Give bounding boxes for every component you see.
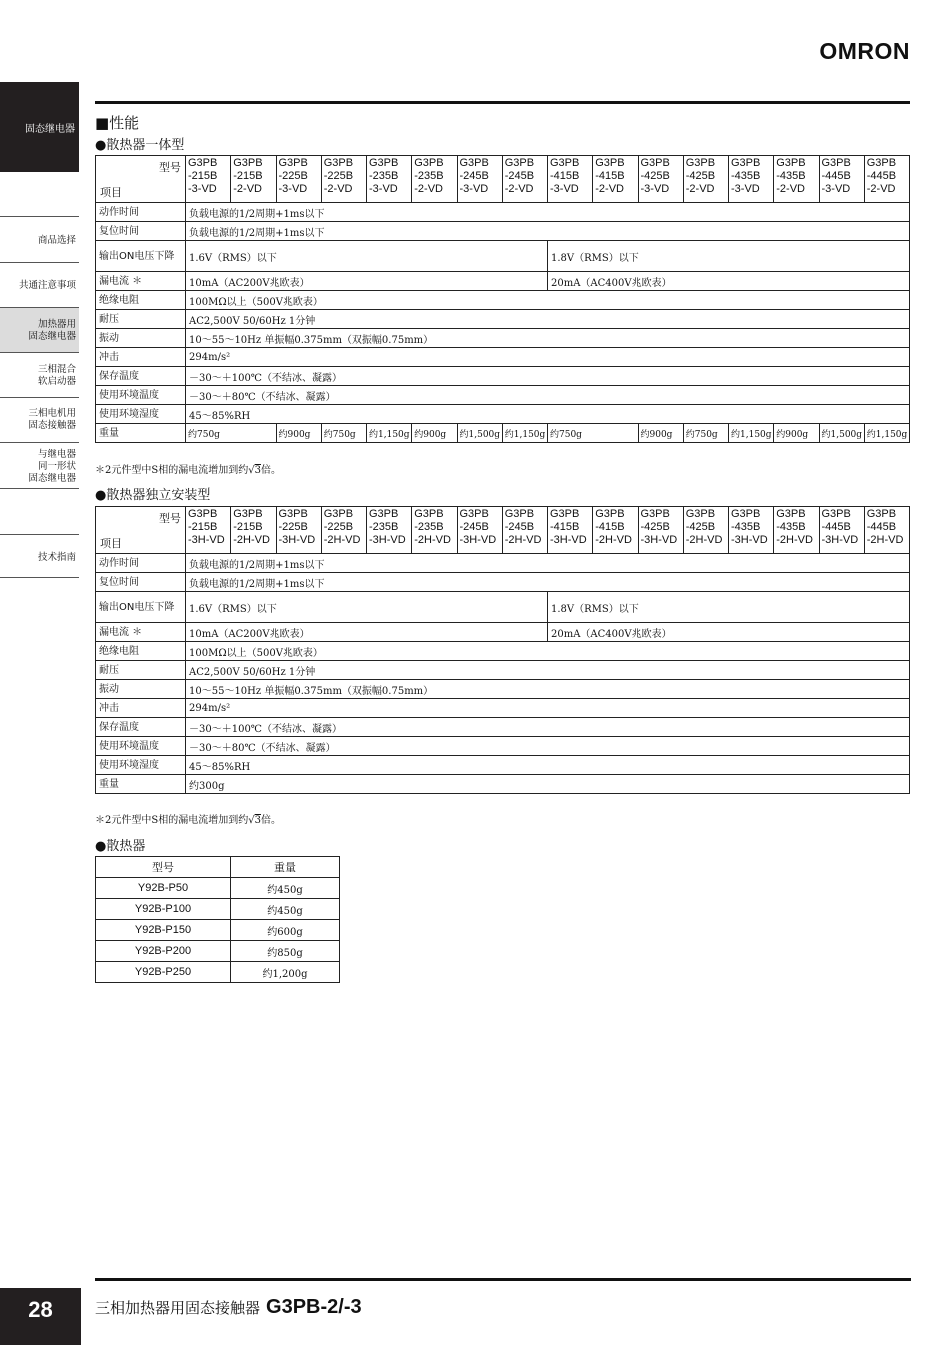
heatsink-weight: 约450g bbox=[231, 878, 340, 899]
row-label: 振动 bbox=[96, 329, 186, 348]
sidebar-item-label: 固态继电器 bbox=[28, 473, 76, 484]
row-value: 负载电源的1/2周期+1ms以下 bbox=[186, 573, 910, 592]
heatsink-weight: 约600g bbox=[231, 920, 340, 941]
heatsink-weight: 约1,200g bbox=[231, 962, 340, 983]
row-value: 100MΩ以上（500V兆欧表） bbox=[186, 642, 910, 661]
table-row bbox=[96, 661, 910, 680]
table-row bbox=[96, 367, 910, 386]
table-row bbox=[96, 291, 910, 310]
row-label: 输出ON电压下降 bbox=[96, 241, 186, 272]
row-label: 冲击 bbox=[96, 699, 186, 718]
sidebar-item-tech-guide[interactable] bbox=[0, 534, 79, 578]
table-row bbox=[96, 203, 910, 222]
corner-model-label: 型号 bbox=[159, 161, 181, 174]
row-label: 绝缘电阻 bbox=[96, 291, 186, 310]
spec-table-separate bbox=[95, 506, 910, 794]
row-value: －30～＋80℃（不结冰、凝露） bbox=[186, 386, 910, 405]
row-label: 冲击 bbox=[96, 348, 186, 367]
sidebar-item-label: 固态接触器 bbox=[28, 420, 76, 431]
model-header: G3PB -425B -3H-VD bbox=[638, 507, 683, 554]
row-label: 耐压 bbox=[96, 310, 186, 329]
footnote-end: 倍。 bbox=[260, 815, 281, 826]
model-header: G3PB -445B -3-VD bbox=[819, 156, 864, 203]
row-value: 10～55～10Hz 单振幅0.375mm（双振幅0.75mm） bbox=[186, 680, 910, 699]
model-header: G3PB -435B -2-VD bbox=[774, 156, 819, 203]
table-row bbox=[96, 241, 910, 272]
sqrt-symbol: √ bbox=[248, 815, 255, 826]
weight-cell: 约750g bbox=[321, 424, 366, 443]
weight-cell: 约1,500g bbox=[457, 424, 502, 443]
table-row bbox=[96, 554, 910, 573]
model-header: G3PB -225B -2H-VD bbox=[321, 507, 366, 554]
row-value: 45～85%RH bbox=[186, 756, 910, 775]
model-header: G3PB -415B -3H-VD bbox=[548, 507, 593, 554]
spec-table-integrated bbox=[95, 155, 910, 443]
row-label: 使用环境温度 bbox=[96, 737, 186, 756]
sqrt-symbol: √ bbox=[248, 465, 255, 476]
weight-cell: 约1,500g bbox=[819, 424, 864, 443]
footnote-text: ＊2元件型中S相的漏电流增加到约 bbox=[95, 465, 249, 476]
weight-cell: 约750g bbox=[548, 424, 639, 443]
row-value: 45～85%RH bbox=[186, 405, 910, 424]
row-label: 动作时间 bbox=[96, 554, 186, 573]
heatsink-model: Y92B-P250 bbox=[96, 962, 231, 983]
table-row bbox=[96, 878, 340, 899]
model-header: G3PB -245B -3H-VD bbox=[457, 507, 502, 554]
model-header: G3PB -425B -3-VD bbox=[638, 156, 683, 203]
heatsink-model: Y92B-P200 bbox=[96, 941, 231, 962]
weight-cell: 约750g bbox=[186, 424, 277, 443]
row-value-400v: 1.8V（RMS）以下 bbox=[548, 241, 910, 272]
table-row bbox=[96, 737, 910, 756]
header-rule bbox=[95, 101, 910, 104]
heatsink-model: Y92B-P50 bbox=[96, 878, 231, 899]
row-value: AC2,500V 50/60Hz 1分钟 bbox=[186, 310, 910, 329]
model-header: G3PB -415B -3-VD bbox=[548, 156, 593, 203]
table-row bbox=[96, 348, 910, 367]
table-title-separate: ●散热器独立安装型 bbox=[95, 488, 211, 503]
heatsink-model: Y92B-P150 bbox=[96, 920, 231, 941]
sidebar-item-motor-contactor[interactable] bbox=[0, 397, 79, 442]
table-row bbox=[96, 756, 910, 775]
row-value: －30～＋100℃（不结冰、凝露） bbox=[186, 718, 910, 737]
section-title: ■性能 bbox=[95, 114, 140, 132]
model-header: G3PB -225B -2-VD bbox=[321, 156, 366, 203]
row-value: 负载电源的1/2周期+1ms以下 bbox=[186, 222, 910, 241]
row-value: －30～＋80℃（不结冰、凝露） bbox=[186, 737, 910, 756]
sidebar-item-label: 软启动器 bbox=[37, 376, 76, 387]
sidebar-item-label: 加热器用 bbox=[37, 319, 76, 330]
sidebar-item-label: 三相混合 bbox=[37, 364, 76, 375]
model-header: G3PB -245B -2H-VD bbox=[502, 507, 547, 554]
model-header: G3PB -425B -2H-VD bbox=[683, 507, 728, 554]
table-row bbox=[96, 592, 910, 623]
footer-title-text: 三相加热器用固态接触器 bbox=[95, 1299, 261, 1317]
model-header: G3PB -215B -3-VD bbox=[186, 156, 231, 203]
footnote-text: ＊2元件型中S相的漏电流增加到约 bbox=[95, 815, 249, 826]
heatsink-table bbox=[95, 856, 340, 983]
weight-cell: 约1,150g bbox=[729, 424, 774, 443]
model-header: G3PB -245B -2-VD bbox=[502, 156, 547, 203]
table-header-row bbox=[96, 507, 910, 554]
footnote-separate bbox=[95, 811, 281, 826]
table-row bbox=[96, 272, 910, 291]
row-label: 保存温度 bbox=[96, 718, 186, 737]
sidebar-item-label: 与继电器 bbox=[37, 449, 76, 460]
row-label: 动作时间 bbox=[96, 203, 186, 222]
row-value: 294m/s² bbox=[186, 348, 910, 367]
omron-logo: OMRON bbox=[819, 38, 910, 64]
model-header: G3PB -415B -2H-VD bbox=[593, 507, 638, 554]
row-label: 重量 bbox=[96, 424, 186, 443]
weight-cell: 约1,150g bbox=[367, 424, 412, 443]
sidebar-item-label: 共通注意事项 bbox=[18, 280, 76, 291]
table-row bbox=[96, 405, 910, 424]
model-header: G3PB -225B -3H-VD bbox=[276, 507, 321, 554]
corner-item-label: 项目 bbox=[100, 186, 122, 199]
row-label: 使用环境温度 bbox=[96, 386, 186, 405]
weight-cell: 约750g bbox=[683, 424, 728, 443]
table-row bbox=[96, 386, 910, 405]
row-value: 负载电源的1/2周期+1ms以下 bbox=[186, 203, 910, 222]
table-row bbox=[96, 680, 910, 699]
table-row bbox=[96, 899, 340, 920]
table-title-integrated: ●散热器一体型 bbox=[95, 138, 185, 153]
model-header: G3PB -435B -3H-VD bbox=[729, 507, 774, 554]
row-label: 漏电流 ＊ bbox=[96, 623, 186, 642]
row-value: 294m/s² bbox=[186, 699, 910, 718]
sidebar-item-label: 同一形状 bbox=[37, 461, 76, 472]
header-model: 型号 bbox=[96, 857, 231, 878]
model-header: G3PB -235B -3H-VD bbox=[367, 507, 412, 554]
heatsink-weight: 约850g bbox=[231, 941, 340, 962]
row-label: 耐压 bbox=[96, 661, 186, 680]
row-label: 复位时间 bbox=[96, 222, 186, 241]
heatsink-model: Y92B-P100 bbox=[96, 899, 231, 920]
table-row bbox=[96, 573, 910, 592]
header-weight: 重量 bbox=[231, 857, 340, 878]
sidebar-item-relay-shape-ssr[interactable] bbox=[0, 442, 79, 489]
model-header: G3PB -445B -2-VD bbox=[864, 156, 909, 203]
table-row bbox=[96, 718, 910, 737]
row-value: 10～55～10Hz 单振幅0.375mm（双振幅0.75mm） bbox=[186, 329, 910, 348]
model-header: G3PB -215B -3H-VD bbox=[186, 507, 231, 554]
corner-model-label: 型号 bbox=[159, 512, 181, 525]
sidebar-item-label: 固态继电器 bbox=[28, 331, 76, 342]
sidebar-item-soft-starter[interactable] bbox=[0, 352, 79, 397]
table-row bbox=[96, 920, 340, 941]
model-header: G3PB -435B -2H-VD bbox=[774, 507, 819, 554]
sidebar-item-label: 三相电机用 bbox=[28, 408, 76, 419]
model-header: G3PB -235B -2-VD bbox=[412, 156, 457, 203]
row-value: 100MΩ以上（500V兆欧表） bbox=[186, 291, 910, 310]
row-label: 绝缘电阻 bbox=[96, 642, 186, 661]
model-header: G3PB -425B -2-VD bbox=[683, 156, 728, 203]
table-row bbox=[96, 310, 910, 329]
table-title-heatsink: ●散热器 bbox=[95, 839, 146, 854]
corner-cell bbox=[96, 507, 186, 554]
row-value-200v: 10mA（AC200V兆欧表） bbox=[186, 272, 548, 291]
footnote-sqrt: 3 bbox=[254, 465, 261, 476]
weight-cell: 约1,150g bbox=[864, 424, 909, 443]
weight-cell: 约900g bbox=[774, 424, 819, 443]
sidebar-item-common-precautions[interactable] bbox=[0, 262, 79, 307]
table-row bbox=[96, 962, 340, 983]
footer-rule bbox=[95, 1278, 911, 1281]
row-label: 保存温度 bbox=[96, 367, 186, 386]
row-label: 输出ON电压下降 bbox=[96, 592, 186, 623]
model-header: G3PB -235B -2H-VD bbox=[412, 507, 457, 554]
row-label: 漏电流 ＊ bbox=[96, 272, 186, 291]
model-header: G3PB -445B -3H-VD bbox=[819, 507, 864, 554]
sidebar-item-heater-ssr[interactable] bbox=[0, 307, 79, 352]
row-value-400v: 20mA（AC400V兆欧表） bbox=[548, 623, 910, 642]
row-label: 使用环境湿度 bbox=[96, 756, 186, 775]
weight-cell: 约900g bbox=[638, 424, 683, 443]
corner-cell bbox=[96, 156, 186, 203]
model-header: G3PB -225B -3-VD bbox=[276, 156, 321, 203]
model-header: G3PB -445B -2H-VD bbox=[864, 507, 909, 554]
row-label: 重量 bbox=[96, 775, 186, 794]
heatsink-weight: 约450g bbox=[231, 899, 340, 920]
model-header: G3PB -415B -2-VD bbox=[593, 156, 638, 203]
table-row bbox=[96, 775, 910, 794]
table-row bbox=[96, 623, 910, 642]
table-row bbox=[96, 329, 910, 348]
row-value-400v: 1.8V（RMS）以下 bbox=[548, 592, 910, 623]
model-header: G3PB -215B -2H-VD bbox=[231, 507, 276, 554]
model-header: G3PB -245B -3-VD bbox=[457, 156, 502, 203]
table-header-row bbox=[96, 156, 910, 203]
footnote-sqrt: 3 bbox=[254, 815, 261, 826]
model-header: G3PB -435B -3-VD bbox=[729, 156, 774, 203]
sidebar-item-label: 商品选择 bbox=[37, 235, 76, 246]
sidebar-item-product-selection[interactable] bbox=[0, 216, 79, 262]
sidebar-item-ssr-active[interactable]: 固态继电器 bbox=[0, 82, 79, 172]
page-number: 28 bbox=[0, 1288, 81, 1345]
row-value-400v: 20mA（AC400V兆欧表） bbox=[548, 272, 910, 291]
row-value: AC2,500V 50/60Hz 1分钟 bbox=[186, 661, 910, 680]
row-value-200v: 1.6V（RMS）以下 bbox=[186, 592, 548, 623]
model-header: G3PB -235B -3-VD bbox=[367, 156, 412, 203]
weight-cell: 约1,150g bbox=[502, 424, 547, 443]
table-row bbox=[96, 642, 910, 661]
row-value: 负载电源的1/2周期+1ms以下 bbox=[186, 554, 910, 573]
table-row bbox=[96, 222, 910, 241]
row-label: 使用环境湿度 bbox=[96, 405, 186, 424]
row-value: －30～＋100℃（不结冰、凝露） bbox=[186, 367, 910, 386]
row-value: 约300g bbox=[186, 775, 910, 794]
model-header: G3PB -215B -2-VD bbox=[231, 156, 276, 203]
footnote-integrated bbox=[95, 461, 281, 476]
footer-title bbox=[95, 1296, 362, 1319]
corner-item-label: 项目 bbox=[100, 537, 122, 550]
table-row bbox=[96, 424, 910, 443]
footnote-end: 倍。 bbox=[260, 465, 281, 476]
weight-cell: 约900g bbox=[412, 424, 457, 443]
footer-model: G3PB-2/-3 bbox=[266, 1296, 362, 1318]
table-header-row bbox=[96, 857, 340, 878]
sidebar-item-label: 技术指南 bbox=[37, 552, 76, 563]
row-label: 复位时间 bbox=[96, 573, 186, 592]
row-value-200v: 10mA（AC200V兆欧表） bbox=[186, 623, 548, 642]
weight-cell: 约900g bbox=[276, 424, 321, 443]
row-value-200v: 1.6V（RMS）以下 bbox=[186, 241, 548, 272]
row-label: 振动 bbox=[96, 680, 186, 699]
table-row bbox=[96, 941, 340, 962]
table-row bbox=[96, 699, 910, 718]
